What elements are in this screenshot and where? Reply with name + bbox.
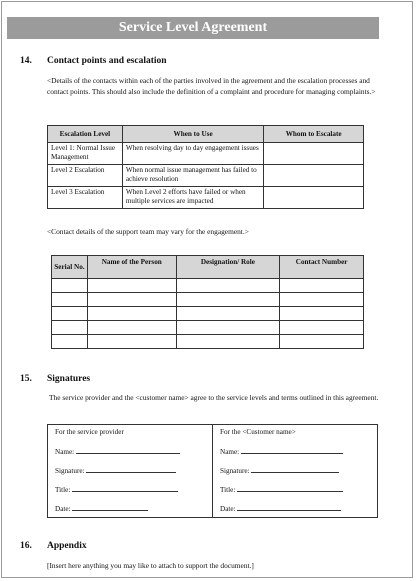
section-14-intro: <Details of the contacts within each of the parties involved in the agreement and the escalation processes and contact points. This should also include the definition of a complaint and procedure for managing complaints.>	[47, 76, 376, 96]
provider-signature-field[interactable]	[55, 465, 176, 475]
table-cell[interactable]	[52, 307, 88, 321]
section-14-title: Contact points and escalation	[47, 56, 167, 66]
table-cell[interactable]	[280, 279, 364, 293]
table-cell: Level 2 Escalation	[48, 165, 123, 187]
escalation-header: Whom to Escalate	[264, 126, 364, 143]
table-cell[interactable]	[87, 293, 176, 307]
field-line	[86, 465, 176, 473]
provider-name-field[interactable]	[55, 446, 180, 456]
contact-table	[51, 255, 364, 349]
table-cell[interactable]	[280, 293, 364, 307]
table-cell[interactable]	[176, 321, 280, 335]
contact-header: Designation/ Role	[176, 256, 280, 279]
table-cell	[264, 143, 364, 165]
table-cell[interactable]	[52, 335, 88, 349]
table-cell[interactable]	[280, 321, 364, 335]
field-line	[241, 446, 343, 454]
table-row	[48, 143, 364, 165]
table-row	[52, 307, 364, 321]
table-cell[interactable]	[176, 307, 280, 321]
table-cell: Level 1: Normal Issue Management	[48, 143, 123, 165]
table-cell[interactable]	[87, 279, 176, 293]
table-cell: When resolving day to day engagement issues	[122, 143, 263, 165]
field-line	[237, 484, 343, 492]
field-line	[251, 465, 339, 473]
table-row	[52, 279, 364, 293]
table-cell	[264, 165, 364, 187]
table-cell[interactable]	[280, 335, 364, 349]
table-cell[interactable]	[176, 279, 280, 293]
table-cell: Level 3 Escalation	[48, 187, 123, 209]
table-row	[48, 187, 364, 209]
table-cell	[264, 187, 364, 209]
table-cell: When normal issue management has failed to achieve resolution	[122, 165, 263, 187]
field-label: Date:	[220, 505, 236, 513]
field-label: Date:	[55, 505, 71, 513]
document-title: Service Level Agreement	[7, 17, 379, 39]
field-line	[72, 484, 178, 492]
customer-heading: For the <Customer name>	[220, 428, 296, 436]
table-row	[52, 335, 364, 349]
appendix-text: [Insert here anything you may like to attach to support the document.]	[47, 561, 254, 570]
provider-signature-column	[48, 425, 213, 517]
field-label: Signature:	[220, 467, 250, 475]
table-cell[interactable]	[87, 335, 176, 349]
table-cell[interactable]	[176, 293, 280, 307]
section-16-title: Appendix	[47, 541, 87, 551]
customer-date-field[interactable]	[220, 503, 341, 513]
escalation-table	[47, 125, 364, 209]
escalation-header: When to Use	[122, 126, 263, 143]
table-row	[52, 321, 364, 335]
field-label: Title:	[220, 486, 236, 494]
field-line	[76, 446, 180, 454]
section-15-number: 15.	[20, 374, 32, 384]
customer-title-field[interactable]	[220, 484, 343, 494]
field-label: Name:	[220, 448, 240, 456]
field-line	[237, 503, 341, 511]
table-cell[interactable]	[176, 335, 280, 349]
signature-box	[47, 424, 378, 518]
customer-name-field[interactable]	[220, 446, 343, 456]
field-label: Title:	[55, 486, 71, 494]
provider-title-field[interactable]	[55, 484, 178, 494]
contact-header: Serial No.	[52, 256, 88, 279]
field-label: Name:	[55, 448, 75, 456]
table-cell[interactable]	[87, 321, 176, 335]
contact-header: Contact Number	[280, 256, 364, 279]
table-row	[48, 165, 364, 187]
escalation-header: Escalation Level	[48, 126, 123, 143]
customer-signature-column	[213, 425, 377, 517]
contact-header: Name of the Person	[87, 256, 176, 279]
field-line	[72, 503, 148, 511]
section-15-title: Signatures	[47, 374, 91, 384]
table-cell[interactable]	[52, 279, 88, 293]
section-16-number: 16.	[20, 541, 32, 551]
section-14-number: 14.	[20, 56, 32, 66]
contact-note: <Contact details of the support team may vary for the engagement.>	[47, 227, 249, 236]
table-cell: When Level 2 efforts have failed or when multiple services are impacted	[122, 187, 263, 209]
table-cell[interactable]	[52, 321, 88, 335]
table-row	[52, 293, 364, 307]
table-cell[interactable]	[52, 293, 88, 307]
table-cell[interactable]	[87, 307, 176, 321]
field-label: Signature:	[55, 467, 85, 475]
customer-signature-field[interactable]	[220, 465, 339, 475]
provider-heading: For the service provider	[55, 428, 124, 436]
section-15-intro: The service provider and the <customer name> agree to the service levels and terms outlined in this agreement.	[49, 393, 379, 402]
table-cell[interactable]	[280, 307, 364, 321]
provider-date-field[interactable]	[55, 503, 148, 513]
